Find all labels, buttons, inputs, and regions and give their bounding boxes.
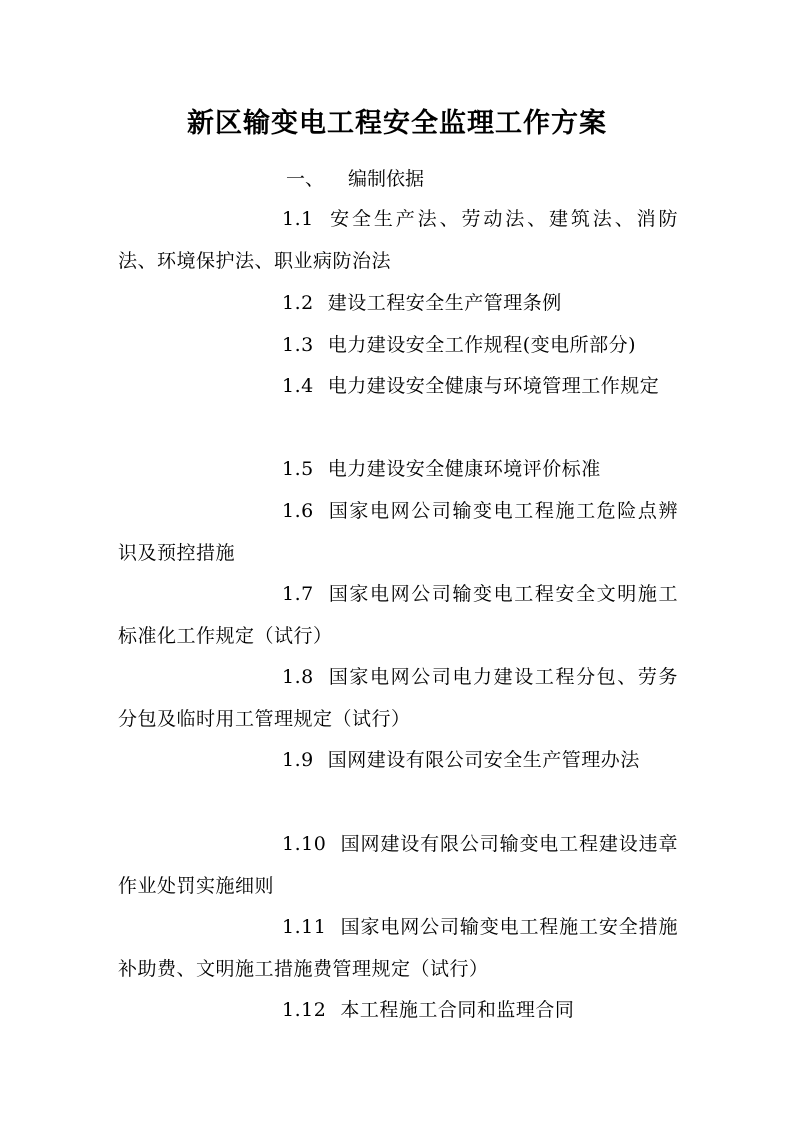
item-number: 1.3: [282, 334, 314, 356]
item-number: 1.1: [282, 208, 314, 230]
list-item: [118, 198, 678, 282]
list-item: [118, 573, 678, 657]
list-item: [118, 490, 678, 574]
section-number: 一、: [286, 168, 325, 190]
section-heading-text: 编制依据: [348, 168, 425, 190]
item-text: 国网建设有限公司输变电工程建设违章作业处罚实施细则: [118, 833, 678, 897]
item-number: 1.7: [282, 583, 314, 605]
list-item: [118, 324, 678, 366]
item-number: 1.12: [282, 999, 327, 1021]
list-item: [118, 906, 678, 990]
list-item: [118, 989, 678, 1031]
item-text: 建设工程安全生产管理条例: [327, 292, 562, 314]
list-item: [118, 739, 678, 781]
list-item: [118, 365, 678, 407]
item-text: 本工程施工合同和监理合同: [340, 999, 575, 1021]
item-text: 国家电网公司输变电工程施工安全措施补助费、文明施工措施费管理规定（试行）: [118, 916, 678, 980]
item-text: 国家电网公司输变电工程施工危险点辨识及预控措施: [118, 500, 678, 564]
item-number: 1.9: [282, 749, 314, 771]
item-number: 1.5: [282, 458, 314, 480]
document-title: 新区输变电工程安全监理工作方案: [187, 108, 607, 139]
item-number: 1.10: [282, 833, 327, 855]
list-item: [118, 823, 678, 907]
item-text: 电力建设安全工作规程(变电所部分): [327, 334, 637, 356]
item-text: 国家电网公司输变电工程安全文明施工标准化工作规定（试行）: [118, 583, 678, 647]
item-number: 1.6: [282, 500, 314, 522]
list-item: [118, 282, 678, 324]
item-number: 1.4: [282, 375, 314, 397]
list-item: [118, 448, 678, 490]
item-text: 电力建设安全健康环境评价标准: [327, 458, 601, 480]
item-text: 电力建设安全健康与环境管理工作规定: [327, 375, 660, 397]
list-item: [118, 656, 678, 740]
item-number: 1.2: [282, 292, 314, 314]
item-text: 安全生产法、劳动法、建筑法、消防法、环境保护法、职业病防治法: [118, 208, 678, 272]
section-heading: [286, 164, 424, 194]
item-number: 1.11: [282, 916, 327, 938]
item-number: 1.8: [282, 666, 314, 688]
item-text: 国家电网公司电力建设工程分包、劳务分包及临时用工管理规定（试行）: [118, 666, 678, 730]
item-text: 国网建设有限公司安全生产管理办法: [327, 749, 640, 771]
